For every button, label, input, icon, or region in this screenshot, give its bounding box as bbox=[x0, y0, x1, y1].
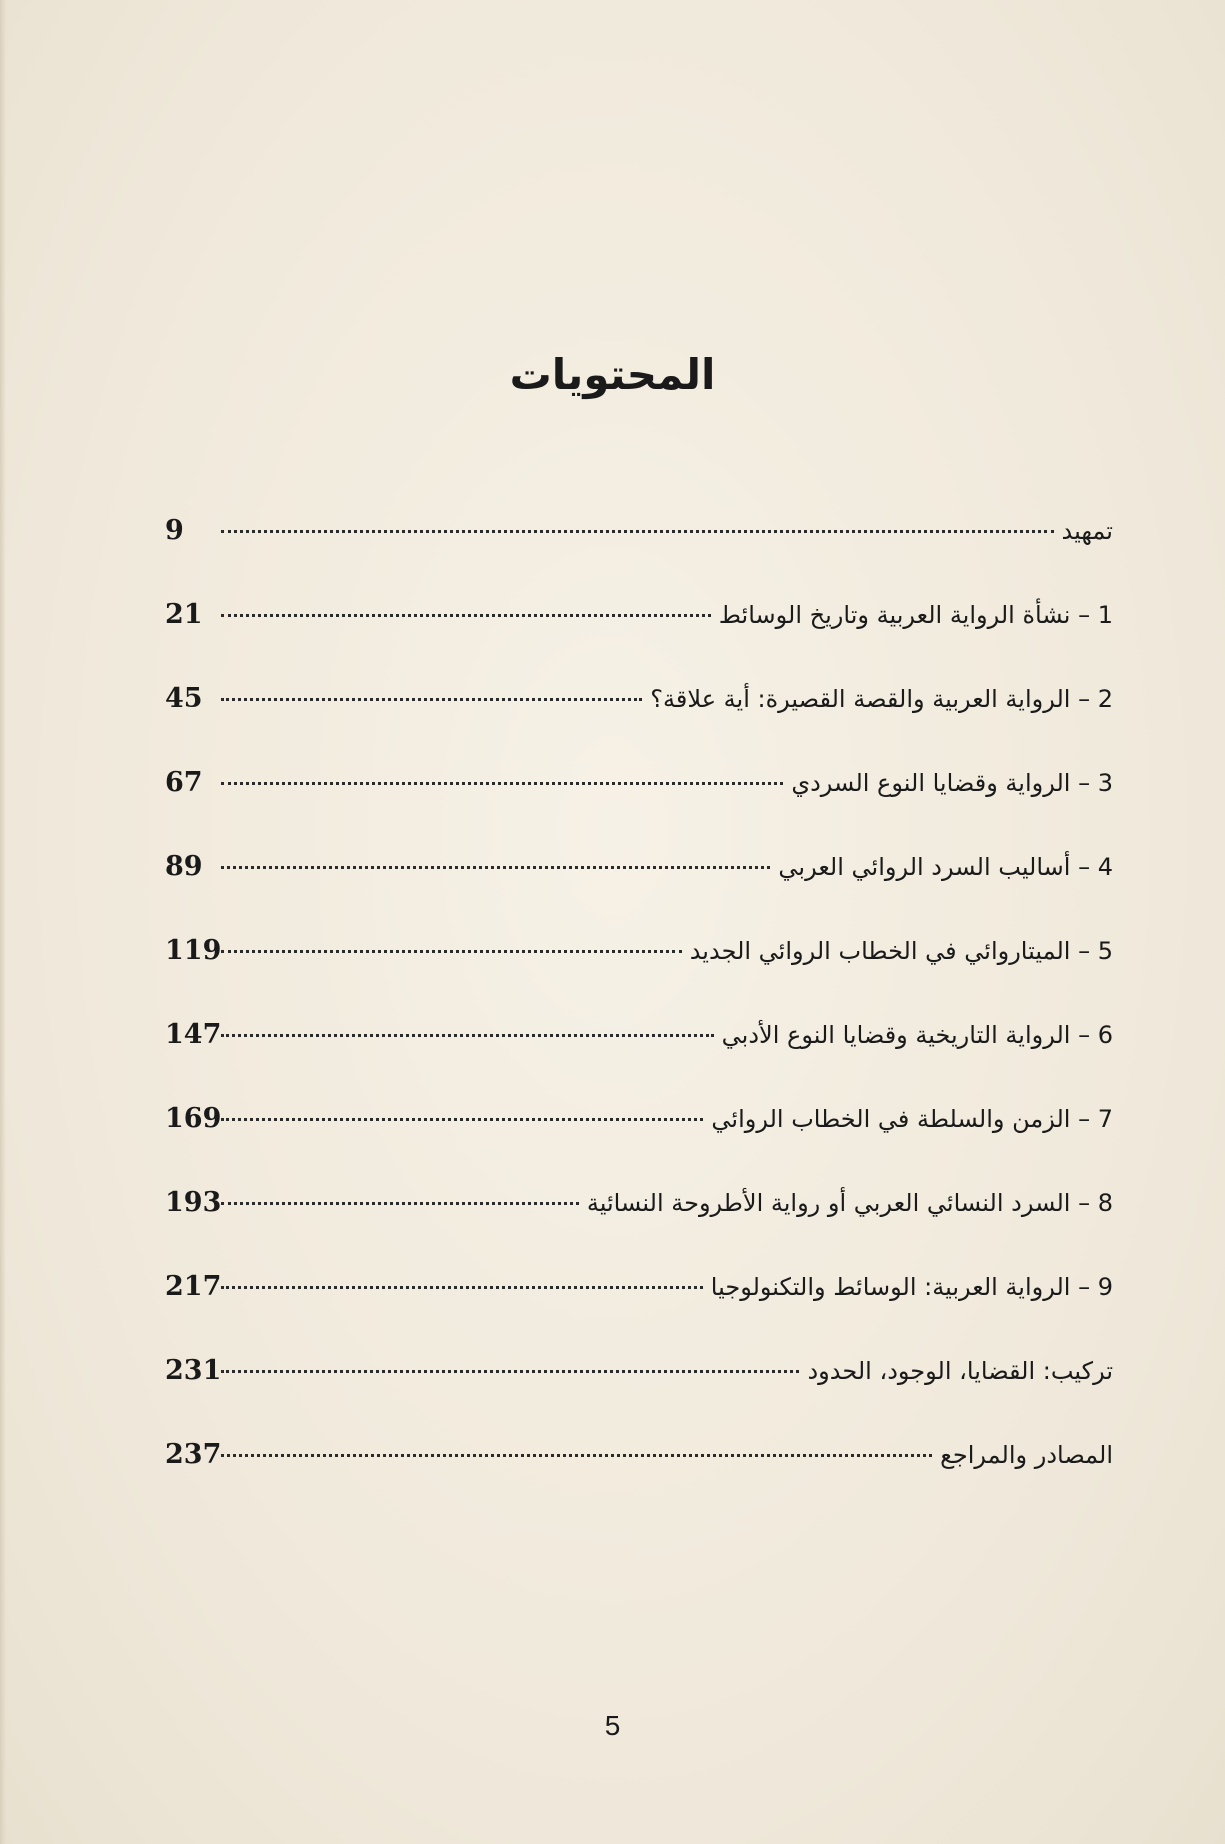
dot-leader bbox=[221, 950, 682, 953]
toc-entry-label: المصادر والمراجع bbox=[940, 1441, 1113, 1469]
toc-page-number: 21 bbox=[165, 599, 203, 630]
dot-leader bbox=[221, 530, 1054, 533]
toc-page-number: 217 bbox=[165, 1271, 222, 1302]
toc-entry-label: 9 – الرواية العربية: الوسائط والتكنولوجيا bbox=[710, 1273, 1113, 1301]
dot-leader bbox=[221, 1454, 932, 1457]
dot-leader bbox=[221, 782, 783, 785]
dot-leader bbox=[221, 1118, 703, 1121]
toc-entry-synthesis bbox=[165, 1355, 1113, 1399]
toc-entry-label: 3 – الرواية وقضايا النوع السردي bbox=[791, 769, 1113, 797]
toc-page-number: 147 bbox=[165, 1019, 222, 1050]
dot-leader bbox=[221, 698, 642, 701]
toc-page-number: 45 bbox=[165, 683, 203, 714]
toc-page-number: 9 bbox=[165, 515, 184, 546]
toc-entry-label: 8 – السرد النسائي العربي أو رواية الأطروحة النسائية bbox=[586, 1189, 1113, 1217]
page-number: 5 bbox=[604, 1710, 621, 1741]
page-title: المحتويات bbox=[509, 350, 716, 399]
dot-leader bbox=[221, 1202, 579, 1205]
toc-entry-chapter-9 bbox=[165, 1271, 1113, 1315]
toc-entry-chapter-4 bbox=[165, 851, 1113, 895]
dot-leader bbox=[221, 866, 770, 869]
toc-entry-chapter-1 bbox=[165, 599, 1113, 643]
toc-entry-label: تمهيد bbox=[1061, 517, 1113, 545]
toc-page-number: 193 bbox=[165, 1187, 222, 1218]
dot-leader bbox=[221, 614, 711, 617]
toc-page-number: 67 bbox=[165, 767, 203, 798]
toc-entry-references bbox=[165, 1439, 1113, 1483]
toc-page-number: 169 bbox=[165, 1103, 222, 1134]
toc-page-number: 237 bbox=[165, 1439, 222, 1470]
toc-entry-label: 7 – الزمن والسلطة في الخطاب الروائي bbox=[711, 1105, 1113, 1133]
page-edge-shadow bbox=[0, 0, 6, 1844]
dot-leader bbox=[221, 1034, 714, 1037]
toc-entry-label: 4 – أساليب السرد الروائي العربي bbox=[778, 853, 1113, 881]
toc-page-number: 231 bbox=[165, 1355, 222, 1386]
toc-entry-chapter-3 bbox=[165, 767, 1113, 811]
toc-entry-intro bbox=[165, 515, 1113, 559]
toc-entry-label: 1 – نشأة الرواية العربية وتاريخ الوسائط bbox=[718, 601, 1113, 629]
dot-leader bbox=[221, 1370, 799, 1373]
toc-entry-chapter-6 bbox=[165, 1019, 1113, 1063]
dot-leader bbox=[221, 1286, 703, 1289]
toc-entry-chapter-5 bbox=[165, 935, 1113, 979]
toc-entry-label: تركيب: القضايا، الوجود، الحدود bbox=[807, 1357, 1113, 1385]
toc-entry-chapter-2 bbox=[165, 683, 1113, 727]
toc-entry-chapter-8 bbox=[165, 1187, 1113, 1231]
toc-entry-label: 5 – الميتاروائي في الخطاب الروائي الجديد bbox=[689, 937, 1113, 965]
toc-entry-label: 6 – الرواية التاريخية وقضايا النوع الأدبي bbox=[721, 1021, 1113, 1049]
toc-page-number: 89 bbox=[165, 851, 203, 882]
toc-entry-chapter-7 bbox=[165, 1103, 1113, 1147]
toc-page-number: 119 bbox=[165, 935, 222, 966]
toc-entry-label: 2 – الرواية العربية والقصة القصيرة: أية علاقة؟ bbox=[650, 685, 1113, 713]
